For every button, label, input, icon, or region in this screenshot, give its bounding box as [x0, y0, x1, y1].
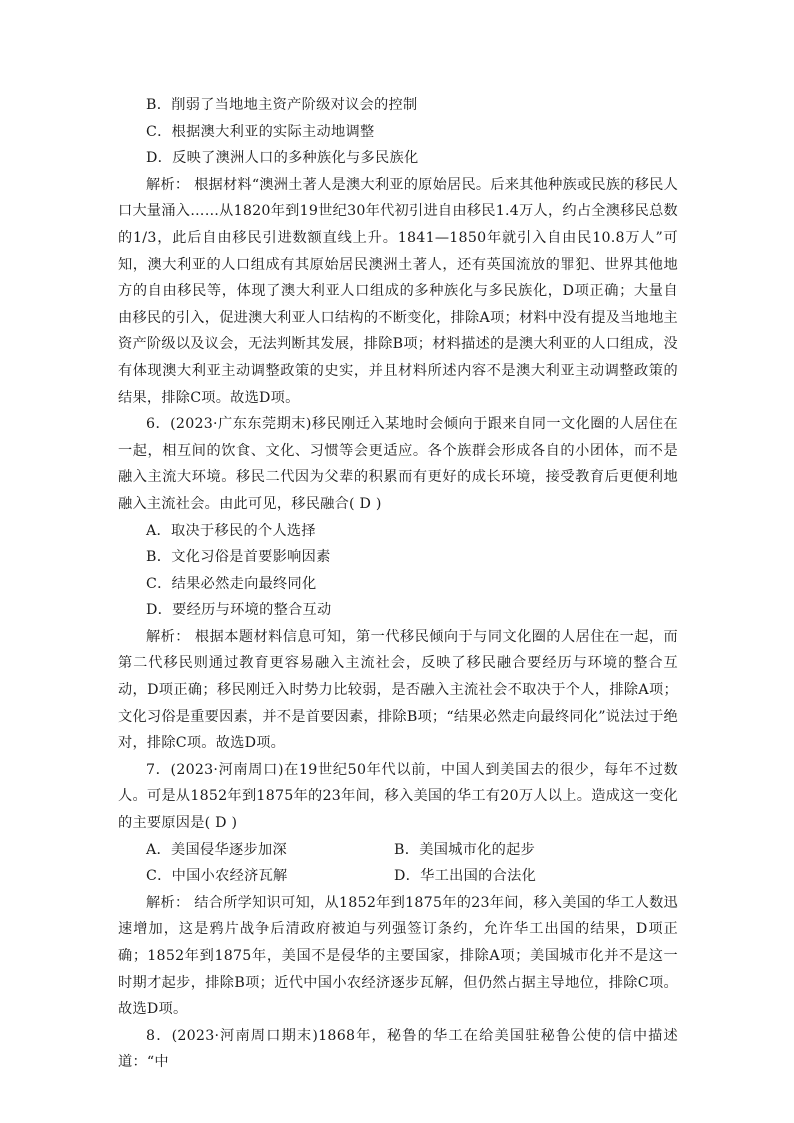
q6-option-a: A．取决于移民的个人选择: [146, 522, 316, 539]
q7-stem: 7．(2023·河南周口)在19世纪50年代以前，中国人到美国去的很少，每年不过数人。可是从1852年到1875年的23年间，移入美国的华工有20万人以上。造成这一变化的主要原因是( D ): [118, 761, 678, 832]
q6-option-c: C．结果必然走向最终同化: [146, 575, 317, 592]
q7-option-b: B．美国城市化的起步: [394, 841, 536, 858]
q5-analysis: 解析： 根据材料“澳洲土著人是澳大利亚的原始居民。后来其他种族或民族的移民人口大量涌入……从1820年到19世纪30年代初引进自由移民1.4万人，约占全澳移民总数的1/3，此后自由移民引进数额直线上升。1841—1850年就引入自由民10.8万人”可知，澳大利亚的人口组成有其原始居民澳洲土著人，还有英国流放的罪犯、世界其他地方的自由移民等，体现了澳大利亚人口组成的多种族化与多民族化，D项正确；大量自由移民的引入，促进澳大利亚人口结构的不断变化，排除A项；材料中没有提及当地地主资产阶级以及议会，无法判断其发展，排除B项；材料描述的是澳大利亚的人口组成，没有体现澳大利亚主动调整政策的史实，并且材料所述内容不是澳大利亚主动调整政策的结果，排除C项。故选D项。: [118, 176, 679, 406]
q6-option-b: B．文化习俗是首要影响因素: [146, 549, 331, 566]
q5-option-d: D．反映了澳洲人口的多种族化与多民族化: [146, 150, 419, 167]
q6-option-d: D．要经历与环境的整合互动: [146, 602, 332, 619]
document-page: [118, 92, 678, 1076]
q7-option-d: D．华工出国的合法化: [394, 868, 537, 885]
q5-option-b: B．削弱了当地地主资产阶级对议会的控制: [146, 97, 418, 113]
q8-stem: 8．(2023·河南周口期末)1868年，秘鲁的华工在给美国驻秘鲁公使的信中描述道：“中: [118, 1027, 678, 1071]
q5-option-c: C．根据澳大利亚的实际主动地调整: [146, 123, 375, 140]
q6-analysis: 解析： 根据本题材料信息可知，第一代移民倾向于与同文化圈的人居住在一起，而第二代移民则通过教育更容易融入主流社会，反映了移民融合要经历与环境的整合互动，D项正确；移民刚迁入时势力比较弱，是否融入主流社会不取决于个人，排除A项；文化习俗是重要因素，并不是首要因素，排除B项；“结果必然走向最终同化”说法过于绝对，排除C项。故选D项。: [118, 628, 678, 752]
q7-analysis: 解析： 结合所学知识可知，从1852年到1875年的23年间，移入美国的华工人数迅速增加，这是鸦片战争后清政府被迫与列强签订条约，允许华工出国的结果，D项正确；1852年到1875年，美国不是侵华的主要国家，排除A项；美国城市化并不是这一时期才起步，排除B项；近代中国小农经济逐步瓦解，但仍然占据主导地位，排除C项。故选D项。: [118, 894, 678, 1018]
q7-options-row-1: [118, 837, 678, 864]
q7-option-c: C．中国小农经济瓦解: [146, 868, 288, 885]
q7-options-row-2: [118, 863, 678, 890]
q6-stem: 6．(2023·广东东莞期末)移民刚迁入某地时会倾向于跟来自同一文化圈的人居住在一起，相互间的饮食、文化、习惯等会更适应。各个族群会形成各自的小团体，而不是融入主流大环境。移民二代因为父辈的积累而有更好的成长环境，接受教育后更便利地融入主流社会。由此可见，移民融合( D ): [118, 416, 678, 512]
q7-option-a: A．美国侵华逐步加深: [146, 841, 287, 858]
